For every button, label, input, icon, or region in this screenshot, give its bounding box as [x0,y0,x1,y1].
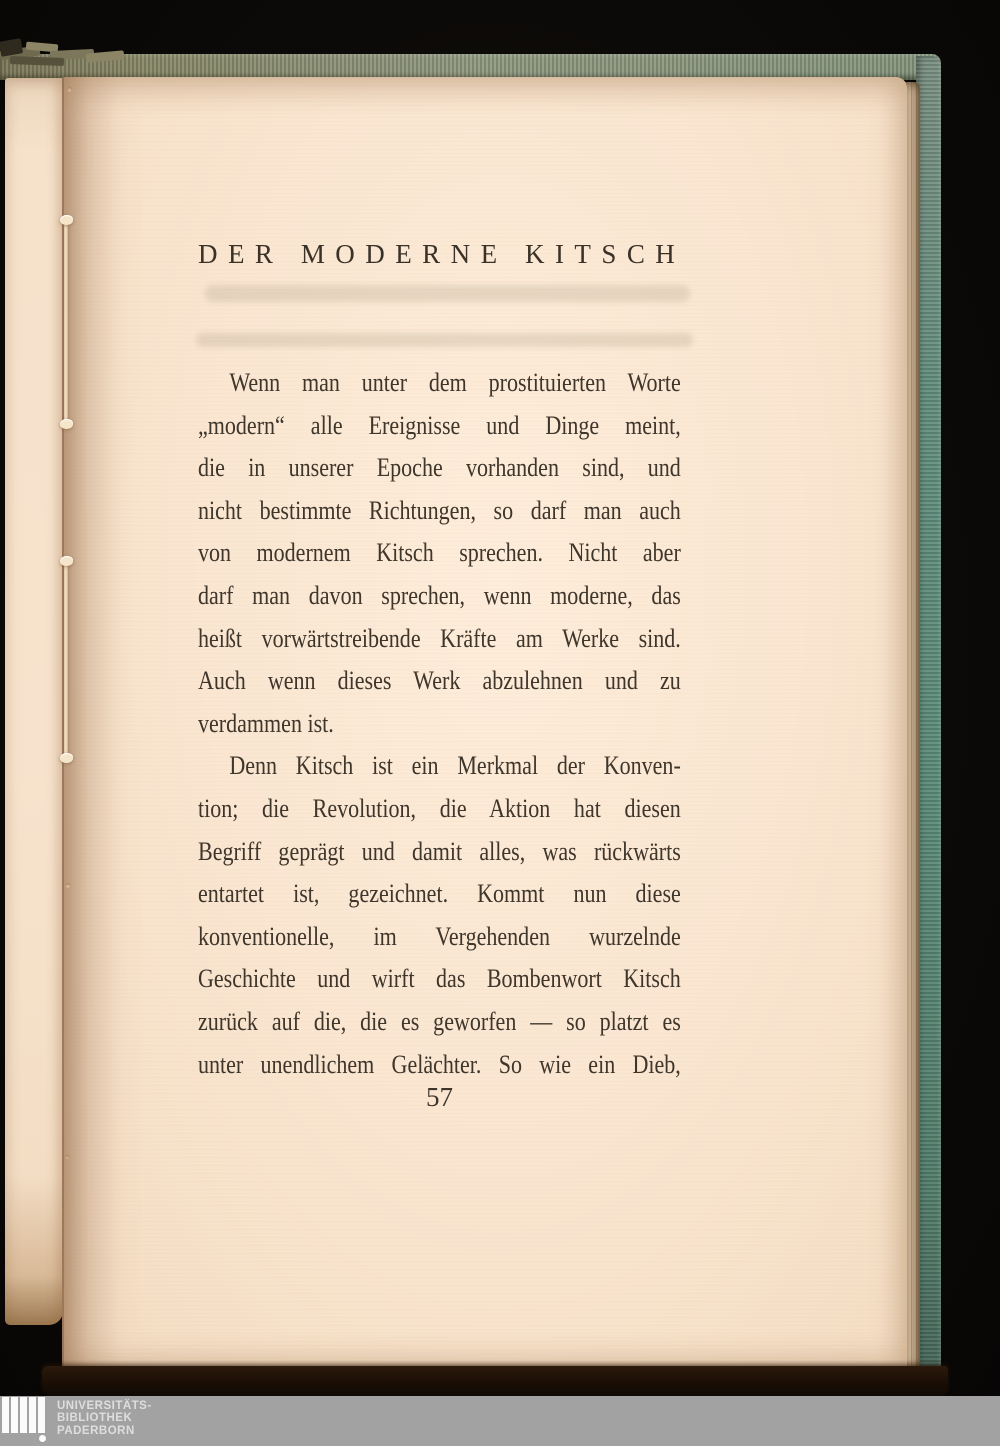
binding-thread [64,224,68,426]
body-line: „modern“ alle Ereignisse und Dinge meint, [198,410,681,440]
body-line: zurück auf die, die es geworfen — so platzt es [198,1006,681,1036]
binding-knot [60,215,73,225]
frayed-spine-cloth [0,40,135,78]
title-char: H [655,239,675,269]
body-line: von modernem Kitsch sprechen. Nicht aber [198,538,681,568]
title-char: D [198,239,218,269]
show-through-line [205,285,690,302]
library-name-line: UNIVERSITÄTS- [57,1400,152,1412]
stitch-hole [65,883,71,888]
body-line: tion; die Revolution, die Aktion hat diesen [198,793,681,823]
gutter-shadow [62,77,120,1370]
stitch-hole [67,87,72,92]
title-char: D [365,239,385,269]
title-char: R [254,239,273,269]
body-line: Wenn man unter dem prostituierten Worte [229,368,681,397]
page-title [198,239,675,269]
facing-page-edge [5,78,63,1325]
body-line: Denn Kitsch ist ein Merkmal der Konven- [229,751,681,781]
binding-knot [60,419,73,429]
body-line: entartet ist, gezeichnet. Kommt nun diese [198,879,681,909]
title-char: E [395,239,412,269]
body-line: Auch wenn dieses Werk abzulehnen und zu [198,666,681,696]
title-char: N [450,239,471,269]
body-line: verdammen ist. [198,708,334,738]
ub-paderborn-bars-logo-icon [2,1397,56,1445]
binding-thread [64,564,68,760]
body-line: unter unendlichem Gelächter. So wie ein Dieb, [198,1049,681,1079]
body-line: konventionelle, im Vergehenden wurzelnde [198,921,681,951]
logo-dot [39,1435,46,1442]
title-char: E [227,239,245,269]
library-watermark [0,1396,1000,1446]
body-line: Geschichte und wirft das Bombenwort Kitsch [198,964,681,994]
body-line: darf man davon sprechen, wenn moderne, das [198,580,681,610]
title-char: E [480,239,498,269]
body-line: Begriff geprägt und damit alles, was rückwärts [198,836,681,866]
body-line: nicht bestimmte Richtungen, so darf man auch [198,495,681,525]
title-char: C [626,239,645,269]
title-char: K [524,239,545,269]
title-char: R [422,239,441,269]
title-char: M [300,239,325,269]
library-name-line: PADERBORN [57,1424,135,1437]
library-name [57,1400,152,1437]
binding-knot [60,556,73,566]
title-char: S [601,239,617,269]
page-number: 57 [426,1082,453,1112]
title-char: T [574,239,591,269]
binding-knot [60,753,73,763]
title-char: I [554,239,564,269]
show-through-line [196,333,693,347]
body-line: heißt vorwärtstreibende Kräfte am Werke sind. [198,623,681,653]
book-page [62,77,907,1370]
body-text [198,362,681,1086]
stitch-hole [65,1155,70,1159]
book-bottom-edge [42,1366,948,1397]
body-line: die in unserer Epoche vorhanden sind, und [198,453,681,483]
title-char: O [335,239,355,269]
library-name-line: BIBLIOTHEK [57,1412,133,1425]
